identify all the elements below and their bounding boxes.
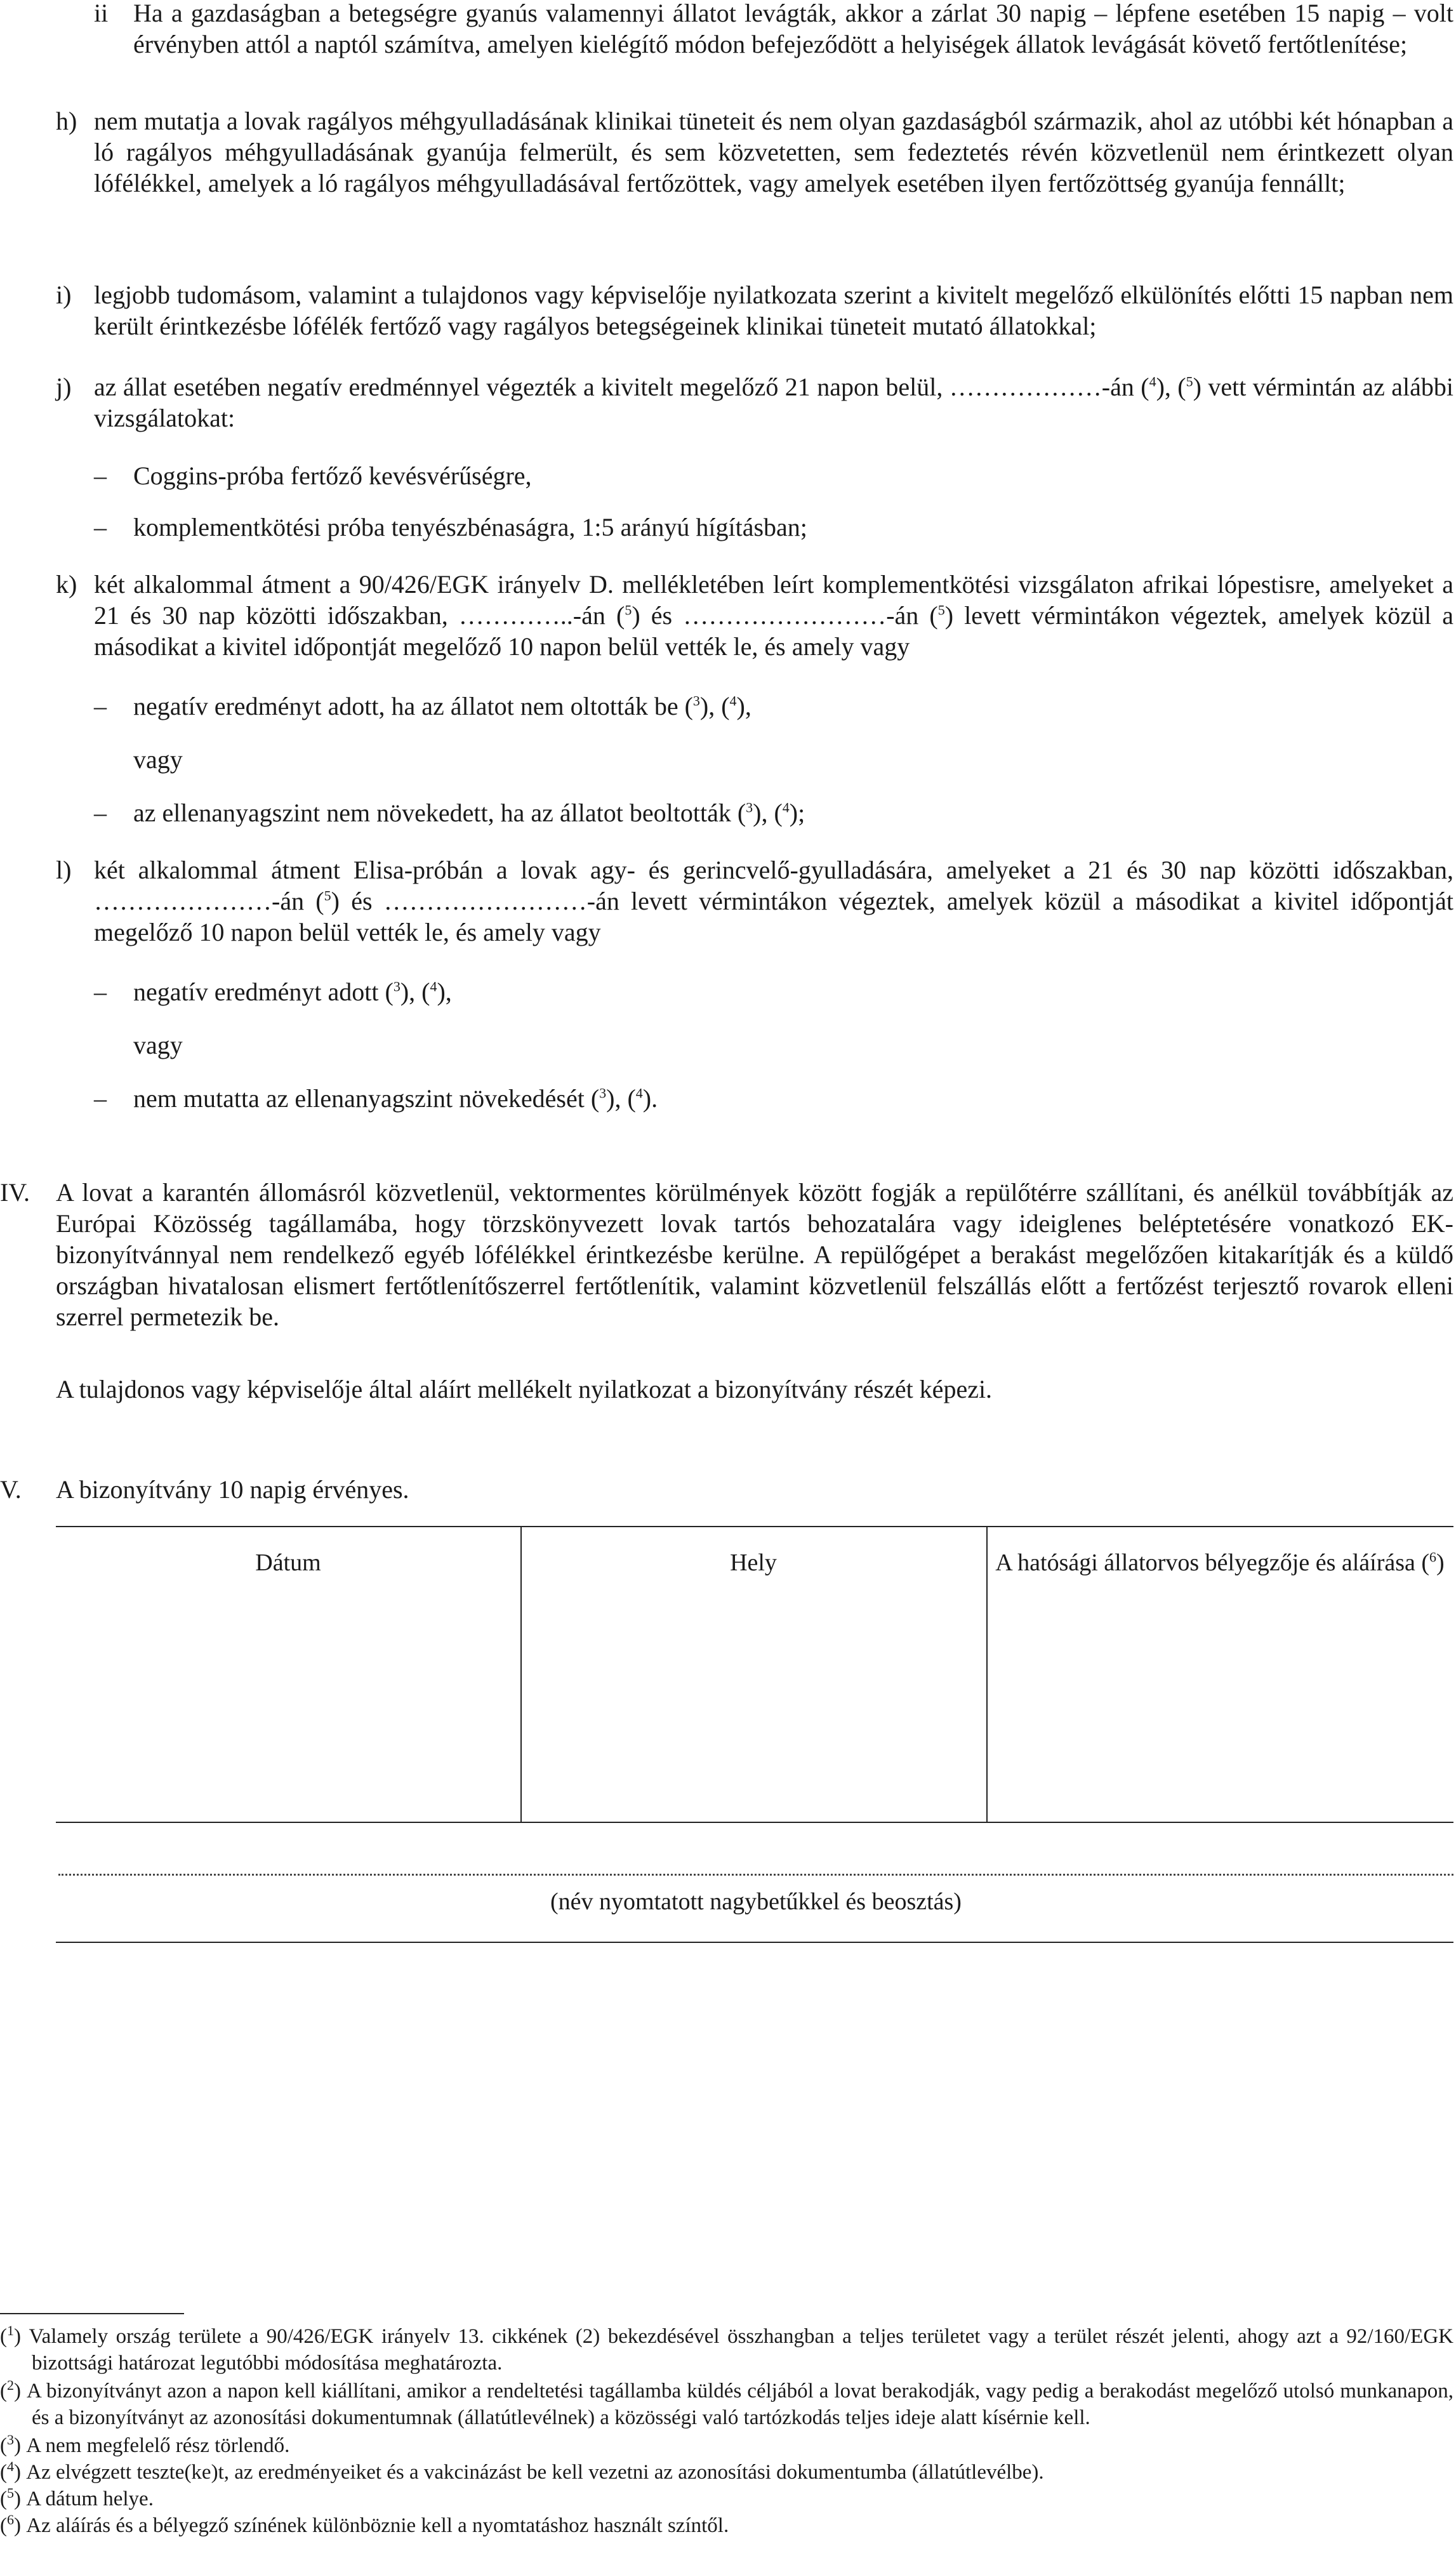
signature-rule [56, 1942, 1453, 1943]
signature-name-line[interactable] [58, 1874, 1453, 1876]
signature-caption: (név nyomtatott nagybetűkkel és beosztás) [550, 1888, 962, 1915]
item-k-label: k) [56, 570, 77, 599]
signature-cell-place[interactable] [522, 1593, 986, 1822]
item-i-text: legjobb tudomásom, valamint a tulajdonos vagy képviselője nyilatkozata szerint a kivitelt megelőző elkülönítés előtti 15 napban nem került érintkezésbe lófélék fertőző vagy ragályos betegségeinek klinikai tüneteit mutató állatokkal; [94, 281, 1453, 340]
item-h-text: nem mutatja a lovak ragályos méhgyulladásának klinikai tüneteit és nem olyan gazdaságból származik, ahol az utóbbi két hónapban a ló ragályos méhgyulladásának gyanúja felmerült, és sem közvetetten, sem fedeztetés révén közvetlenül nem érintkezett olyan lófélékkel, amelyek a ló ragályos méhgyulladásával fertőzöttek, vagy amelyek esetében ilyen fertőzöttség gyanúja fennállt; [94, 107, 1453, 197]
footnote-4: ($^4$) Az elvégzett teszte(ke)t, az eredményeiket és a vakcinázást be kell vezetni az azonosítási dokumentumba (állatútlevélbe). [0, 2458, 1044, 2484]
item-l-or: vagy [133, 1031, 183, 1059]
item-h-label: h) [56, 107, 77, 135]
footnote-3: ($^3$) A nem megfelelő rész törlendő. [0, 2432, 290, 2457]
signature-cell-stamp[interactable] [988, 1593, 1453, 1822]
table-header-signature: A hatósági állatorvos bélyegzője és aláírása ($^6$) [995, 1549, 1445, 1576]
item-k-text: két alkalommal átment a 90/426/EGK irányelv D. mellékletében leírt komplementkötési vizsgálaton afrikai lópestisre, amelyeket a 21 és 30 nap közötti időszakban, …………..-án ($^5$) és ……………………-án ($^5$) levett vérmintákon végeztek, amelyek közül a másodikat a kivitel időpontját megelőző 10 napon belül vették le, és amely vagy [94, 570, 1453, 661]
signature-table [56, 1526, 1453, 1823]
item-j-text: az állat esetében negatív eredménnyel végezték a kivitelt megelőző 21 napon belül, ………………-án ($^4$), ($^5$) vett vérmintán az alábbi vizsgálatokat: [94, 373, 1453, 432]
item-j-label: j) [56, 373, 72, 401]
footnote-5: ($^5$) A dátum helye. [0, 2485, 154, 2510]
section-v-label: V. [0, 1475, 22, 1504]
footnote-6: ($^6$) Az aláírás és a bélyegző színének különböznie kell a nyomtatáshoz használt színtől. [0, 2512, 729, 2537]
section-iv-label: IV. [0, 1178, 30, 1207]
item-l-text: két alkalommal átment Elisa-próbán a lovak agy- és gerincvelő-gyulladására, amelyeket a 21 és 30 nap közötti időszakban, …………………-án ($^5$) és ……………………-án levett vérmintákon végeztek, amelyek közül a másodikat a kivitel időpontját megelőző 10 napon belül vették le, és amely vagy [94, 856, 1453, 946]
item-l-label: l) [56, 856, 72, 884]
footnote-1: ($^1$) Valamely ország területe a 90/426/EGK irányelv 13. cikkének (2) bekezdésével összhangban a teljes területet vagy a terület részét jelenti, ahogy azt a 92/160/EGK bizottsági határozat legutóbbi módosítása meghatározta. [0, 2323, 1453, 2375]
item-k-or: vagy [133, 745, 183, 774]
section-iv-para-2: A tulajdonos vagy képviselője által aláírt mellékelt nyilatkozat a bizonyítvány részét képezi. [56, 1375, 993, 1403]
footnote-2: ($^2$) A bizonyítványt azon a napon kell kiállítani, amikor a rendeltetési tagállamba küldés céljából a lovat berakodják, vagy pedig a berakodást megelőző utolsó munkanapon, és a bizonyítványt az azonosítási dokumentumnak (állatútlevélnek) a közösségi való tartózkodás teljes ideje alatt kísérnie kell. [0, 2377, 1453, 2429]
item-ii-text: Ha a gazdaságban a betegségre gyanús valamennyi állatot levágták, akkor a zárlat 30 napig – lépfene esetében 15 napig – volt érvényben attól a naptól számítva, amelyen kielégítő módon befejeződött a helyiségek állatok levágását követő fertőtlenítése; [133, 0, 1453, 58]
footnote-rule [0, 2313, 184, 2314]
section-iv-para-1: A lovat a karantén állomásról közvetlenül, vektormentes körülmények között fogják a repülőtérre szállítani, és anélkül továbbítják az Európai Közösség tagállamába, hogy törzskönyvezett lovak tartós behozatalára vagy ideiglenes beléptetésére vonatkozó EK-bizonyítvánnyal nem rendelkező egyéb lófélékkel érintkezésbe kerülne. A repülőgépet a berakást megelőzően kitakarítják és a küldő országban hivatalosan elismert fertőtlenítőszerrel fertőtlenítik, valamint közvetlenül felszállás előtt a fertőzést terjesztő rovarok elleni szerrel permetezik be. [56, 1178, 1453, 1331]
section-v-text: A bizonyítvány 10 napig érvényes. [56, 1475, 409, 1504]
item-ii-label: ii [94, 0, 109, 27]
signature-cell-date[interactable] [56, 1593, 520, 1822]
table-header-date: Dátum [255, 1549, 321, 1576]
table-header-place: Hely [730, 1549, 777, 1576]
item-i-label: i) [56, 281, 72, 309]
